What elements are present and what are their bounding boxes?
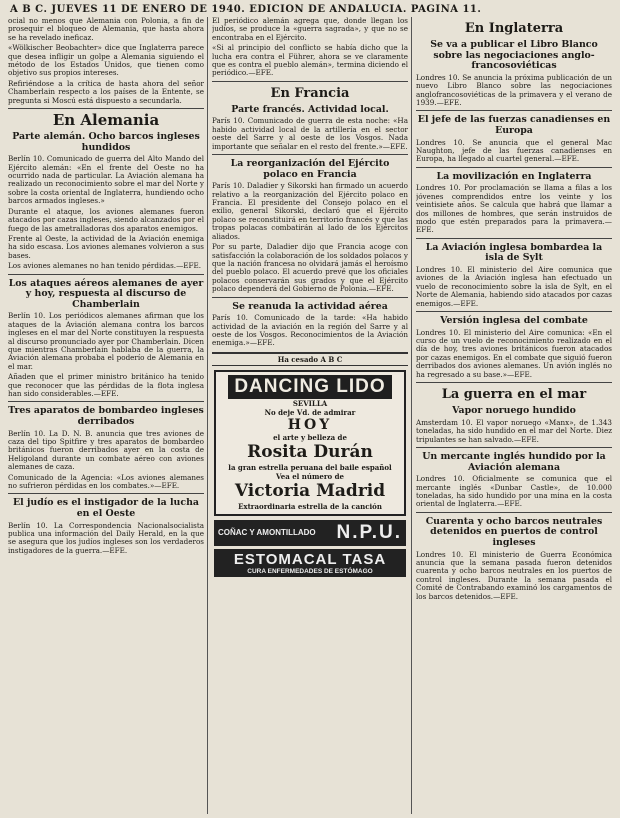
- article-text: El periódico alemán agrega que, donde llegan los judíos, se produce la «guerra sagrada», y que no se encontraba en el Ejército.: [212, 17, 408, 42]
- ad-line: Vea el número de: [276, 471, 344, 481]
- article-text: Frente al Oeste, la actividad de la Aviación enemiga ha sido escasa. Los aviones alemanes volvieron a sus bases.: [8, 233, 204, 260]
- article-text: Amsterdam 10. El vapor noruego «Manx», de 1.343 toneladas, ha sido hundido en el mar del Norte. Diez tripulantes se han salvado.—EFE.: [416, 417, 612, 444]
- headline-barcos-neutrales: Cuarenta y ocho barcos neutrales detenidos en puertos de control ingleses: [425, 515, 603, 548]
- article-text: Comunicado de la Agencia: «Los aviones alemanes no sufrieron pérdidas en los combates.»—EFE.: [8, 472, 204, 490]
- headline-reorganizacion: La reorganización del Ejército polaco en Francia: [230, 158, 390, 180]
- divider: [8, 108, 204, 109]
- headline-parte-frances: Parte francés. Actividad local.: [231, 103, 389, 115]
- article-text: Londres 10. Se anuncia la próxima publicación de un nuevo Libro Blanco sobre las negociaciones anglofrancosoviéticas de la primavera y el verano de 1939.—EFE.: [416, 72, 612, 107]
- column-rule: [207, 17, 208, 814]
- headline-tres-aparatos: Tres aparatos de bombardeo ingleses derribados: [8, 405, 204, 427]
- divider: [212, 297, 408, 298]
- article-text: Añaden que el primer ministro británico ha tenido que reconocer que las pérdidas de la flota inglesa han sido considerables.—EFE.: [8, 372, 204, 398]
- ad-line: el arte y belleza de: [273, 432, 347, 442]
- divider: [416, 382, 612, 383]
- dancing-lido-ad: [214, 370, 406, 516]
- column-2: [212, 17, 408, 814]
- divider: [416, 167, 612, 168]
- divider: [416, 512, 612, 513]
- ad-performer-rosita: Rosita Durán: [247, 441, 373, 462]
- divider: [212, 154, 408, 155]
- column-rule: [411, 17, 412, 814]
- divider: [416, 447, 612, 448]
- masthead: A B C. JUEVES 11 DE ENERO DE 1940. EDICION DE ANDALUCIA. PAGINA 11.: [10, 4, 482, 15]
- article-text: «Wölkischer Beobachter» dice que Inglaterra parece que desea infligir un golpe a Alemania siguiendo el método de los Estados Unidos, que tienen como objetivo sus propios intereses.: [8, 43, 204, 78]
- section-heading-alemania: En Alemania: [52, 111, 160, 130]
- headline-actividad-aerea: Se reanuda la actividad aérea: [232, 300, 388, 312]
- headline-ataques-aereos: Los ataques aéreos alemanes de ayer y hoy, respuesta al discurso de Chamberlain: [8, 277, 204, 310]
- article-text: Por su parte, Daladier dijo que Francia acoge con satisfacción la colaboración de los soldados polacos y que la nación francesa no olvidará jamás el heroísmo del pueblo polaco. El acuerdo prevé que los oficiales polacos conservarán sus grados y que el Ejército polaco dependerá del Gobierno de Polonia.—EFE.: [212, 242, 408, 294]
- divider: [416, 238, 612, 239]
- ad-line: No deje Vd. de admirar: [264, 407, 356, 417]
- headline-fuerzas-canadienses: El jefe de las fuerzas canadienses en Europa: [417, 114, 611, 136]
- headline-movilizacion: La movilización en Inglaterra: [436, 170, 592, 182]
- headline-mercante-ingles: Un mercante inglés hundido por la Aviación alemana: [422, 450, 606, 473]
- divider: [8, 401, 204, 402]
- ad-brand: ESTOMACAL TASA: [233, 550, 387, 568]
- ad-hoy: HOY: [287, 416, 333, 433]
- divider: [416, 311, 612, 312]
- article-text: París 10. Comunicado de la tarde: «Ha habido actividad de la aviación en la región del Sarre y al oeste de los Vosgos. Reconocimientos de la Aviación enemiga.»—EFE.: [212, 313, 408, 348]
- section-heading-guerra-mar: La guerra en el mar: [441, 387, 587, 403]
- ad-text: CURA ENFERMEDADES DE ESTÓMAGO: [247, 567, 373, 575]
- headline-libro-blanco: Se va a publicar el Libro Blanco sobre las negociaciones anglo-francosoviéticas: [430, 39, 598, 72]
- headline-version-inglesa: Versión inglesa del combate: [440, 315, 588, 327]
- ad-header: Ha cesado A B C: [212, 352, 408, 366]
- ad-city: SEVILLA: [292, 398, 328, 408]
- article-text: Londres 10. Oficialmente se comunica que el mercante inglés «Dunbar Castle», de 10.000 toneladas, ha sido hundido por una mina en la costa oriental de Inglaterra.—EFE.: [416, 474, 612, 509]
- article-text: Berlín 10. Comunicado de guerra del Alto Mando del Ejército alemán: «En el frente del Oeste no ha ocurrido nada de particular. La Aviación alemana ha realizado un reconocimiento sobre el mar del Norte y sobre la costa oriental de Inglaterra, hundiendo ocho barcos armados ingleses.»: [8, 154, 204, 206]
- divider: [416, 110, 612, 111]
- article-text: París 10. Comunicado de guerra de esta noche: «Ha habido actividad local de la artillería en el sector oeste del Sarre y al oeste de los Vosgos. Nada importante que señalar en el resto del frente.»—EFE.: [212, 116, 408, 151]
- divider: [8, 274, 204, 275]
- section-heading-francia: En Francia: [270, 85, 350, 101]
- ad-line: la gran estrella peruana del baile español: [228, 462, 392, 472]
- article-text: «Si al principio del conflicto se había dicho que la lucha era contra el Führer, ahora se ve claramente que es contra el pueblo alemán», termina diciendo el periódico.—EFE.: [212, 43, 408, 78]
- article-text: Berlín 10. Los periódicos alemanes afirman que los ataques de la Aviación alemana contra los barcos ingleses en el mar del Norte constituyen la respuesta al discurso pronunciado ayer por Chamberlain. Dicen que mientras Chamberlain hablaba de la guerra, la Aviación alemana probaba el poderío de Alemania en el mar.: [8, 311, 204, 371]
- article-text: Berlín 10. La Correspondencia Nacionalsocialista publica una información del Daily Herald, en la que se asegura que los judíos ingleses son los verdaderos instigadores de la guerra.—EFE.: [8, 520, 204, 555]
- article-text: Durante el ataque, los aviones alemanes fueron atacados por cazas ingleses, siendo alcanzados por el fuego de las ametralladoras dos aparatos enemigos.: [8, 206, 204, 233]
- article-text: Londres 10. Por proclamación se llama a filas a los jóvenes comprendidos entre los veinte y los veintisiete años. Se calcula que habrá que llamar a dos millones de hombres, que serán instruidos de modo que estén preparados para la primavera.—EFE.: [416, 183, 612, 235]
- article-text: París 10. Daladier y Sikorski han firmado un acuerdo relativo a la reorganización del Ejército polaco en Francia. El presidente del Consejo polaco en el exilio, general Sikorski, declaró que el Ejército polaco se reconstituirá en territorio francés y que las tropas polacas combatirán al lado de los Ejércitos aliados.: [212, 181, 408, 241]
- divider: [212, 81, 408, 82]
- article-text: Los aviones alemanes no han tenido pérdidas.—EFE.: [8, 261, 202, 271]
- ad-performer-victoria: Victoria Madrid: [234, 480, 386, 501]
- cognac-ad: [214, 520, 406, 546]
- ad-line: Extraordinaria estrella de la canción: [238, 501, 382, 511]
- headline-judio: El judío es el instigador de la lucha en el Oeste: [13, 497, 199, 519]
- divider: [8, 493, 204, 494]
- article-text: Londres 10. Se anuncia que el general Mac Naughton, jefe de las fuerzas canadienses en Europa, ha llegado al cuartel general.—EFE.: [416, 137, 612, 164]
- article-text: ocial no menos que Alemania con Polonia, a fin de prosequir el bloqueo de Alemania, que hasta ahora se ha revelado ineficaz.: [8, 17, 204, 42]
- ad-title: DANCING LIDO: [228, 375, 391, 399]
- article-text: Londres 10. El ministerio del Aire comunica: «En el curso de un vuelo de reconocimiento realizado en el día de hoy, tres aviones británicos fueron atacados por cazas enemigos. En el combate que siguió fueron derribados dos aviones alemanes. Un avión inglés no ha regresado a su base.»—EFE.: [416, 327, 612, 379]
- section-heading-inglaterra: En Inglaterra: [464, 21, 564, 36]
- ad-brand: N.P.U.: [336, 521, 402, 543]
- ad-text: COÑAC Y AMONTILLADO: [218, 528, 316, 538]
- headline-aviacion-sylt: La Aviación inglesa bombardea la isla de Sylt: [425, 241, 603, 264]
- column-1: [8, 17, 204, 814]
- article-text: Berlín 10. La D. N. B. anuncia que tres aviones de caza del tipo Spitfire y tres aparatos de bombardeo británicos fueron derribados ayer en la costa de Heligoland durante un combate aéreo con aviones alemanes de caza.: [8, 428, 204, 472]
- headline-vapor-noruego: Vapor noruego hundido: [452, 405, 576, 417]
- article-text: Londres 10. El ministerio de Guerra Económica anuncia que la semana pasada fueron detenidos cuarenta y ocho barcos neutrales en los puertos de control ingleses. Durante la semana pasada el Comité de Contrabando examinó los cargamentos de los barcos detenidos.—EFE.: [416, 549, 612, 601]
- article-text: Londres 10. El ministerio del Aire comunica que aviones de la Aviación inglesa han efectuado un vuelo de reconocimiento sobre la isla de Sylt, en el Norte de Alemania, habiendo sido atacados por cazas enemigos.—EFE.: [416, 265, 612, 308]
- column-3: [416, 17, 612, 814]
- estomacal-ad: [214, 549, 406, 577]
- headline-ocho-barcos: Parte alemán. Ocho barcos ingleses hundidos: [12, 131, 200, 153]
- article-text: Refiriéndose a la crítica de hasta ahora del señor Chamberlain respecto a los países de la Entente, se pregunta si Moscú está dispuesto a secundarla.: [8, 78, 204, 105]
